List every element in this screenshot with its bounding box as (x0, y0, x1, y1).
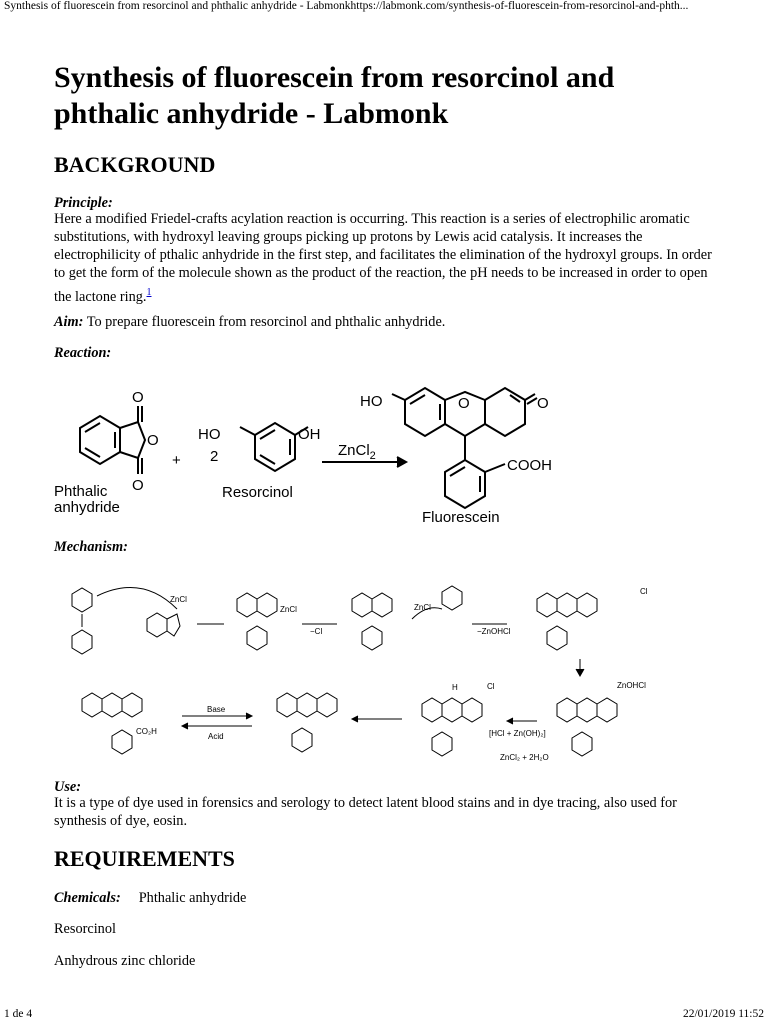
footnote-link[interactable]: 1 (146, 287, 152, 298)
reaction-label-text: Reaction: (54, 345, 112, 361)
resorcinol-coefficient: 2 (210, 448, 219, 465)
plus-sign: + (172, 452, 181, 469)
resorcinol-oh: OH (298, 426, 321, 443)
mech-zncl-1: ZnCl (280, 605, 297, 614)
mech-zncl2: ZnCl (170, 595, 187, 604)
resorcinol-ho: HO (198, 426, 221, 443)
mech-zncl-2: ZnCl (414, 603, 431, 612)
principle-text: Here a modified Friedel-crafts acylation reaction is occurring. This reaction is a series of electrophilic aromatic substitutions, with hydroxyl leaving groups picking up protons by Lewis acid catalysis. It increases the electrophilicity of pthalic anhydride in the first step, and facilitates the elimination of the hydroxyl groups. In order to get the form of the molecule shown as the product of the reaction, the pH needs to be increased in order to open the lactone ring. (54, 211, 712, 305)
use-label-text: Use: (54, 779, 81, 795)
mech-acid: Acid (208, 732, 224, 741)
print-datetime: 22/01/2019 11:52 (682, 1008, 764, 1020)
use-paragraph: It is a type of dye used in forensics and serology to detect latent blood stains and in dye tracing, also used for synthesis of dye, eosin. (54, 795, 677, 829)
chemical-item: Resorcinol (54, 921, 116, 937)
reaction-scheme-figure (50, 380, 570, 530)
page-title: Synthesis of fluorescein from resorcinol and phthalic anhydride - Labmonk (54, 61, 615, 130)
mechanism-label (54, 538, 714, 556)
fluorescein-label: Fluorescein (422, 509, 500, 526)
mech-h: H (452, 683, 458, 692)
chemicals-line (54, 889, 714, 907)
fluorescein-keto-o: O (537, 395, 549, 412)
aim-text: To prepare fluorescein from resorcinol and phthalic anhydride. (83, 314, 446, 330)
mech-co2h: CO₂H (136, 727, 157, 736)
chemical-item: Phthalic anhydride (138, 890, 247, 906)
resorcinol-label: Resorcinol (222, 484, 293, 501)
reagent-zncl2: ZnCl$_2$ (338, 442, 376, 462)
chemical-item: Anhydrous zinc chloride (54, 953, 196, 969)
mech-minus-cl: −Cl (310, 627, 323, 636)
anhydride-o-bottom: O (132, 477, 144, 494)
mechanism-figure (52, 564, 662, 772)
mech-minus-znohcl: −ZnOHCl (477, 627, 511, 636)
principle-label-text: Principle: (54, 195, 113, 211)
chemicals-label: Chemicals: (54, 890, 121, 906)
mech-zncl2-2h2o: ZnCl₂ + 2H₂O (500, 753, 549, 762)
mech-cl-2: Cl (487, 682, 495, 691)
anhydride-o-top: O (132, 389, 144, 406)
aim-paragraph (54, 313, 714, 331)
anhydride-label: anhydride (54, 499, 120, 516)
background-heading: BACKGROUND (54, 152, 216, 177)
fluorescein-cooh: COOH (507, 457, 552, 474)
requirements-heading: REQUIREMENTS (54, 846, 235, 871)
fluorescein-ring-o: O (458, 395, 470, 412)
print-header-title-url: Synthesis of fluorescein from resorcinol and phthalic anhydride - Labmonkhttps://labmonk.com/synthesis-of-fluorescein-from-resorcinol-and-phth... (4, 0, 689, 12)
mech-znohcl: ZnOHCl (617, 681, 646, 690)
page-number: 1 de 4 (4, 1008, 33, 1020)
reaction-label (54, 344, 714, 362)
mechanism-label-text: Mechanism: (54, 539, 128, 555)
aim-label: Aim: (54, 314, 84, 330)
principle-paragraph (54, 210, 714, 306)
anhydride-o-ring: O (147, 432, 159, 449)
mech-hcl-znoh2: [HCl + Zn(OH)₂] (489, 729, 546, 738)
mech-cl-1: Cl (640, 587, 648, 596)
fluorescein-ho: HO (360, 393, 383, 410)
mech-base: Base (207, 705, 226, 714)
phthalic-label: Phthalic (54, 483, 108, 500)
